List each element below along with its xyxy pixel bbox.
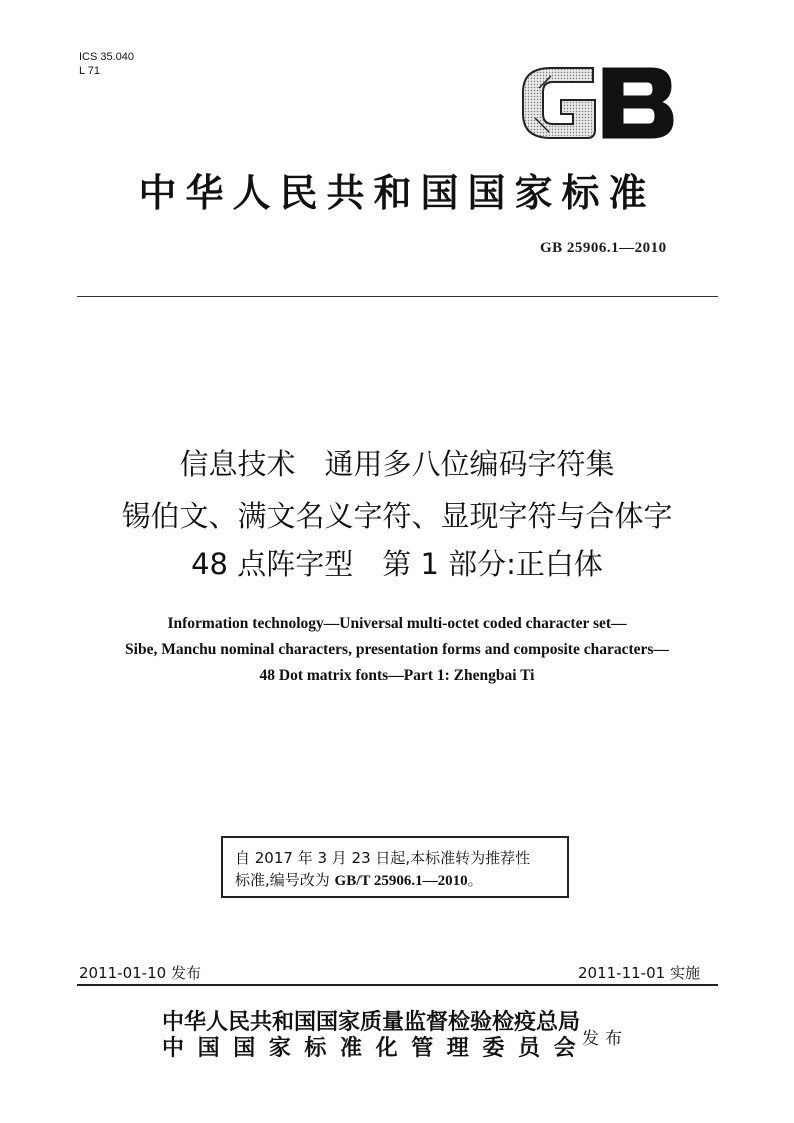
classification-codes: [79, 50, 134, 78]
notice-line2: [235, 869, 567, 892]
title-en-line3: 48 Dot matrix fonts—Part 1: Zhengbai Ti: [259, 667, 535, 684]
issue-date: 2011-01-10 发布: [79, 964, 201, 982]
national-standard-title: 中华人民共和国国家标准: [138, 170, 656, 215]
notice-line2-prefix: 标准,编号改为: [235, 871, 335, 889]
notice-line1: 自 2017 年 3 月 23 日起,本标准转为推荐性: [235, 849, 531, 867]
title-zh-line1: 信息技术 通用多八位编码字符集: [179, 447, 615, 481]
title-en-line2: Sibe, Manchu nominal characters, presentation forms and composite characters—: [125, 641, 669, 658]
issuer-aqsiq: 中华人民共和国国家质量监督检验检疫总局: [162, 1009, 581, 1035]
title-zh-line3: 48 点阵字型 第 1 部分:正白体: [191, 547, 603, 581]
gb-logo-graphic: [515, 62, 680, 144]
title-zh-line2: 锡伯文、满文名义字符、显现字符与合体字: [121, 499, 673, 533]
ccs-code: L 71: [79, 65, 101, 77]
notice-new-code: GB/T 25906.1—2010: [334, 873, 468, 889]
title-en-line1: Information technology—Universal multi-octet coded character set—: [167, 615, 627, 632]
implementation-date: 2011-11-01 实施: [578, 964, 700, 982]
standard-number: GB 25906.1—2010: [540, 240, 667, 256]
top-divider: [77, 296, 718, 297]
publish-label: 发布: [582, 1029, 628, 1049]
bottom-divider: [77, 984, 718, 986]
issuer-sac: 中国国家标准化管理委员会: [162, 1035, 590, 1061]
status-notice-box: [221, 836, 569, 898]
notice-line2-suffix: 。: [467, 871, 483, 889]
gb-logo: [515, 62, 680, 144]
ics-code: ICS 35.040: [79, 51, 135, 63]
